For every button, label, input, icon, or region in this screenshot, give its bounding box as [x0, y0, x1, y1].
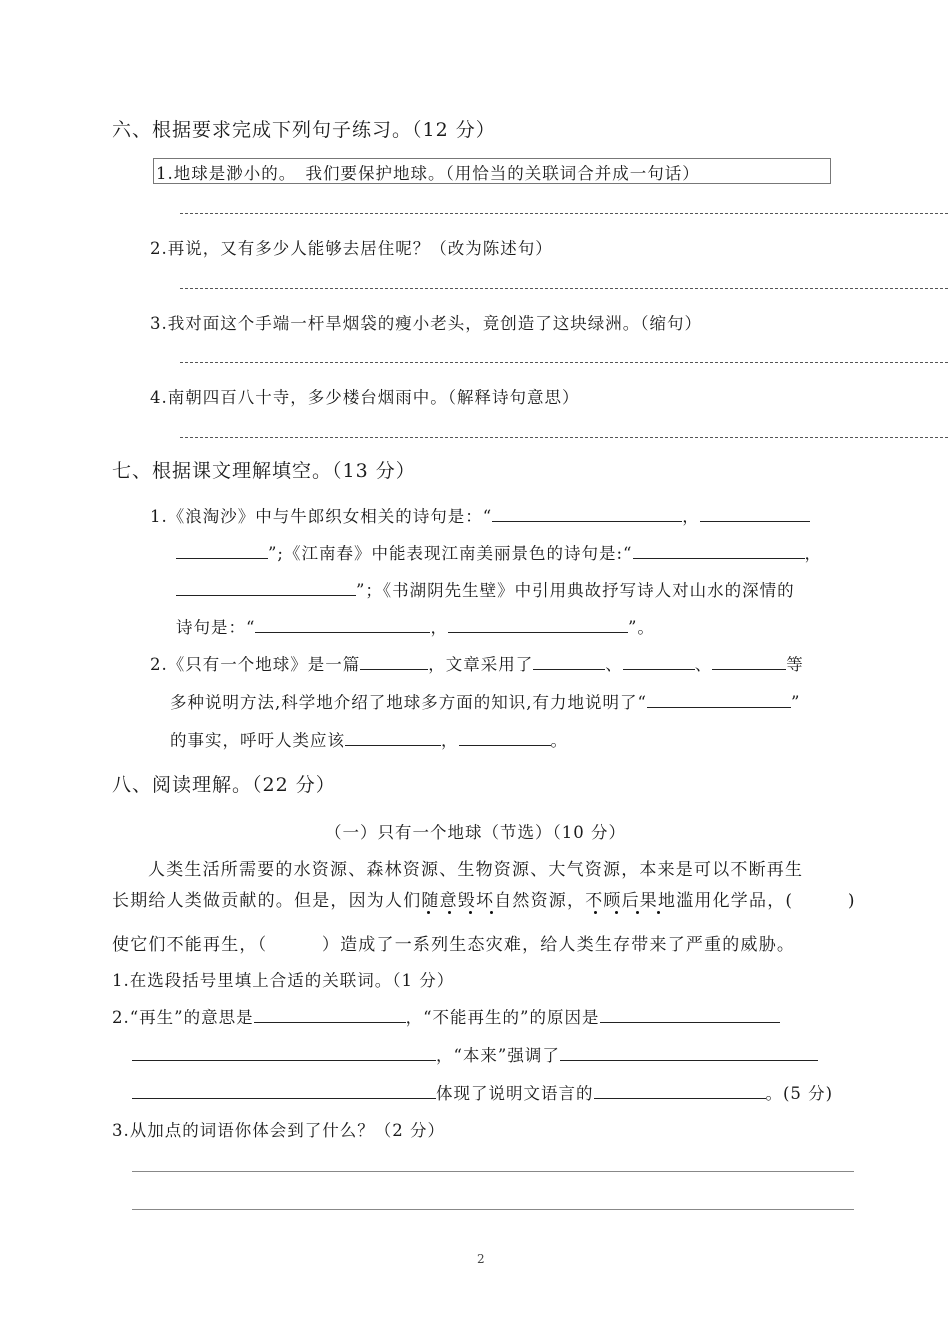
passage-line-2: 长期给人类做贡献的。但是，因为人们随意毁坏自然资源，不顾后果地滥用化学品，( ) — [112, 891, 856, 911]
quote-end: ” — [790, 693, 801, 712]
separator: 、 — [605, 655, 623, 674]
passage-line-3: 使它们不能再生，（ ）造成了一系列生态灾难，给人类生存带来了严重的威胁。 — [112, 935, 796, 955]
comma: ， — [804, 544, 822, 563]
blank[interactable] — [600, 1005, 780, 1023]
sec7-q2-text: ，文章采用了 — [428, 655, 534, 674]
answer-line[interactable] — [132, 1209, 854, 1210]
comma: ， — [441, 731, 459, 750]
blank[interactable] — [459, 728, 551, 746]
page-number: 2 — [477, 1252, 485, 1266]
answer-line[interactable] — [180, 437, 948, 438]
blank[interactable] — [560, 1043, 818, 1061]
answer-line[interactable] — [132, 1171, 854, 1172]
emphasis-dot — [594, 911, 597, 914]
sec7-q1-line3 — [176, 577, 795, 601]
sec7-q2-line2 — [170, 689, 800, 713]
sec6-question-1: 1.地球是渺小的。 我们要保护地球。（用恰当的关联词合并成一句话） — [156, 164, 700, 183]
blank[interactable] — [132, 1043, 436, 1061]
answer-line[interactable] — [180, 288, 948, 289]
sec8-q2-line1 — [112, 1004, 780, 1028]
blank[interactable] — [360, 652, 428, 670]
section-8-title: 八、阅读理解。（22 分） — [112, 774, 336, 796]
sec8-q2-text: ，“不能再生的”的原因是 — [405, 1008, 600, 1027]
blank[interactable] — [633, 541, 805, 559]
sec8-q2-text: 。(5 分) — [765, 1084, 834, 1103]
sec7-q2-text: 等 — [786, 655, 804, 674]
sec7-q2-text: 多种说明方法,科学地介绍了地球多方面的知识,有力地说明了“ — [170, 693, 647, 712]
blank[interactable] — [176, 578, 356, 596]
sec8-q2-text: ，“本来”强调了 — [436, 1046, 560, 1065]
blank[interactable] — [533, 652, 605, 670]
blank[interactable] — [623, 652, 695, 670]
sec8-q2-text: 2.“再生”的意思是 — [112, 1008, 254, 1027]
section-6-title: 六、根据要求完成下列句子练习。（12 分） — [112, 119, 496, 141]
blank[interactable] — [700, 504, 810, 522]
blank[interactable] — [255, 615, 430, 633]
sec7-q1-line1 — [150, 503, 810, 527]
sec7-q2-text: 2.《只有一个地球》是一篇 — [150, 655, 361, 674]
emphasis-dot — [469, 911, 472, 914]
blank[interactable] — [176, 541, 268, 559]
blank[interactable] — [712, 652, 786, 670]
emphasis-dot — [448, 911, 451, 914]
period: 。 — [550, 731, 568, 750]
sec6-question-4: 4.南朝四百八十寺，多少楼台烟雨中。（解释诗句意思） — [150, 388, 580, 407]
sec7-q2-text: 的事实，呼吁人类应该 — [170, 731, 345, 750]
blank[interactable] — [492, 504, 682, 522]
sec6-question-2: 2.再说，又有多少人能够去居住呢？（改为陈述句） — [150, 239, 553, 258]
quote-end: ”。 — [627, 618, 655, 637]
sec8-q2-line3 — [132, 1080, 833, 1104]
passage-line-1: 人类生活所需要的水资源、森林资源、生物资源、大气资源，本来是可以不断再生 — [148, 860, 804, 880]
blank[interactable] — [647, 690, 791, 708]
sec7-q1-text: ”；《书湖阴先生壁》中引用典故抒写诗人对山水的深情的 — [356, 581, 795, 600]
comma: ， — [682, 507, 700, 526]
emphasis-dot — [490, 911, 493, 914]
passage-subtitle: （一）只有一个地球（节选）（10 分） — [325, 823, 626, 842]
answer-line[interactable] — [180, 362, 948, 363]
sec7-q1-line2 — [176, 540, 822, 564]
blank[interactable] — [132, 1081, 436, 1099]
sec6-question-3: 3.我对面这个手端一杆旱烟袋的瘦小老头，竟创造了这块绿洲。（缩句） — [150, 314, 702, 333]
sec7-q1-line4 — [176, 614, 655, 638]
emphasis-dot — [615, 911, 618, 914]
sec8-q2-line2 — [132, 1042, 818, 1066]
sec7-q2-line3 — [170, 727, 568, 751]
emphasis-dot — [636, 911, 639, 914]
blank[interactable] — [448, 615, 628, 633]
blank[interactable] — [254, 1005, 406, 1023]
sec8-question-3: 3.从加点的词语你体会到了什么？（2 分） — [112, 1121, 445, 1140]
answer-line[interactable] — [180, 213, 948, 214]
blank[interactable] — [594, 1081, 766, 1099]
comma: ， — [430, 618, 448, 637]
emphasis-dot — [427, 911, 430, 914]
sec8-question-1: 1.在选段括号里填上合适的关联词。（1 分） — [112, 971, 455, 990]
blank[interactable] — [345, 728, 441, 746]
section-7-title: 七、根据课文理解填空。（13 分） — [112, 460, 416, 482]
sec7-q1-text: 诗句是：“ — [176, 618, 256, 637]
sec7-q1-text: ”;《江南春》中能表现江南美丽景色的诗句是:“ — [268, 544, 633, 563]
sec8-q2-text: 体现了说明文语言的 — [436, 1084, 594, 1103]
separator: 、 — [694, 655, 713, 674]
sec7-q1-text: 1.《浪淘沙》中与牛郎织女相关的诗句是：“ — [150, 507, 493, 526]
emphasis-dot — [657, 911, 660, 914]
sec7-q2-line1 — [150, 651, 804, 675]
